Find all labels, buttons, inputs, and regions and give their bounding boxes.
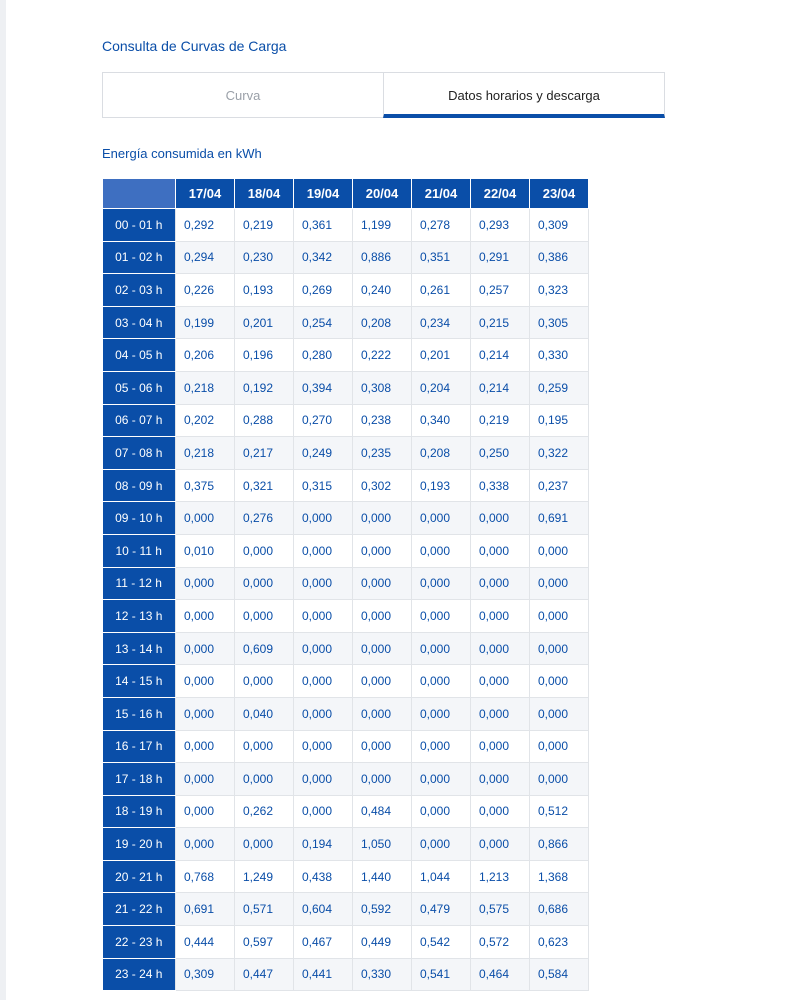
energy-value-cell: 0,250 xyxy=(471,437,530,470)
hour-range-label: 03 - 04 h xyxy=(103,306,176,339)
energy-value-cell: 0,000 xyxy=(412,632,471,665)
energy-value-cell: 0,000 xyxy=(412,502,471,535)
energy-value-cell: 0,386 xyxy=(530,241,589,274)
energy-value-cell: 0,000 xyxy=(412,763,471,796)
energy-value-cell: 0,000 xyxy=(471,665,530,698)
energy-value-cell: 0,447 xyxy=(235,958,294,991)
energy-value-cell: 0,000 xyxy=(176,697,235,730)
hour-range-label: 13 - 14 h xyxy=(103,632,176,665)
energy-value-cell: 0,000 xyxy=(235,828,294,861)
hour-range-label: 14 - 15 h xyxy=(103,665,176,698)
date-column-header: 19/04 xyxy=(294,179,353,209)
energy-value-cell: 0,000 xyxy=(530,567,589,600)
energy-value-cell: 0,000 xyxy=(294,534,353,567)
energy-value-cell: 0,214 xyxy=(471,339,530,372)
hour-range-label: 18 - 19 h xyxy=(103,795,176,828)
energy-value-cell: 0,000 xyxy=(235,534,294,567)
energy-table xyxy=(102,178,589,991)
energy-value-cell: 0,237 xyxy=(530,469,589,502)
energy-value-cell: 0,000 xyxy=(353,730,412,763)
energy-value-cell: 0,194 xyxy=(294,828,353,861)
hour-range-label: 02 - 03 h xyxy=(103,274,176,307)
energy-value-cell: 0,309 xyxy=(530,209,589,242)
energy-value-cell: 0,584 xyxy=(530,958,589,991)
energy-value-cell: 0,323 xyxy=(530,274,589,307)
energy-value-cell: 0,000 xyxy=(294,697,353,730)
energy-value-cell: 0,000 xyxy=(471,600,530,633)
energy-value-cell: 0,249 xyxy=(294,437,353,470)
energy-value-cell: 0,000 xyxy=(471,697,530,730)
energy-unit-label: Energía consumida en kWh xyxy=(102,146,262,161)
hour-range-label: 19 - 20 h xyxy=(103,828,176,861)
energy-value-cell: 0,000 xyxy=(471,534,530,567)
energy-value-cell: 0,571 xyxy=(235,893,294,926)
energy-value-cell: 0,315 xyxy=(294,469,353,502)
energy-value-cell: 0,449 xyxy=(353,926,412,959)
energy-value-cell: 0,293 xyxy=(471,209,530,242)
energy-value-cell: 0,208 xyxy=(412,437,471,470)
energy-value-cell: 0,254 xyxy=(294,306,353,339)
energy-value-cell: 0,000 xyxy=(294,730,353,763)
energy-value-cell: 0,000 xyxy=(412,567,471,600)
energy-value-cell: 0,000 xyxy=(530,600,589,633)
energy-value-cell: 0,202 xyxy=(176,404,235,437)
energy-value-cell: 0,351 xyxy=(412,241,471,274)
energy-value-cell: 0,375 xyxy=(176,469,235,502)
energy-value-cell: 0,000 xyxy=(176,567,235,600)
energy-value-cell: 0,330 xyxy=(353,958,412,991)
energy-value-cell: 0,000 xyxy=(294,795,353,828)
energy-value-cell: 0,000 xyxy=(353,763,412,796)
energy-value-cell: 0,322 xyxy=(530,437,589,470)
hour-range-label: 23 - 24 h xyxy=(103,958,176,991)
energy-value-cell: 0,000 xyxy=(176,665,235,698)
energy-value-cell: 0,000 xyxy=(471,730,530,763)
energy-value-cell: 0,000 xyxy=(353,534,412,567)
energy-value-cell: 0,441 xyxy=(294,958,353,991)
energy-value-cell: 0,000 xyxy=(176,502,235,535)
table-row xyxy=(103,926,589,959)
energy-value-cell: 0,206 xyxy=(176,339,235,372)
energy-value-cell: 0,597 xyxy=(235,926,294,959)
hour-range-label: 09 - 10 h xyxy=(103,502,176,535)
energy-value-cell: 0,208 xyxy=(353,306,412,339)
energy-value-cell: 0,000 xyxy=(530,632,589,665)
energy-value-cell: 0,215 xyxy=(471,306,530,339)
energy-value-cell: 0,219 xyxy=(471,404,530,437)
energy-value-cell: 0,000 xyxy=(235,600,294,633)
energy-value-cell: 0,000 xyxy=(471,828,530,861)
energy-value-cell: 0,193 xyxy=(235,274,294,307)
table-row xyxy=(103,795,589,828)
energy-value-cell: 0,768 xyxy=(176,860,235,893)
energy-value-cell: 0,444 xyxy=(176,926,235,959)
table-row xyxy=(103,828,589,861)
energy-value-cell: 0,000 xyxy=(176,828,235,861)
energy-value-cell: 0,604 xyxy=(294,893,353,926)
energy-value-cell: 0,361 xyxy=(294,209,353,242)
energy-value-cell: 0,000 xyxy=(530,534,589,567)
hour-range-label: 04 - 05 h xyxy=(103,339,176,372)
view-tabs xyxy=(102,72,665,118)
page-title: Consulta de Curvas de Carga xyxy=(102,38,287,54)
energy-value-cell: 0,000 xyxy=(530,665,589,698)
energy-value-cell: 0,193 xyxy=(412,469,471,502)
energy-value-cell: 0,000 xyxy=(235,665,294,698)
energy-value-cell: 0,240 xyxy=(353,274,412,307)
energy-value-cell: 0,000 xyxy=(294,632,353,665)
energy-value-cell: 0,218 xyxy=(176,371,235,404)
energy-value-cell: 0,512 xyxy=(530,795,589,828)
energy-value-cell: 0,000 xyxy=(530,763,589,796)
energy-value-cell: 0,000 xyxy=(412,534,471,567)
energy-value-cell: 0,572 xyxy=(471,926,530,959)
hour-range-label: 05 - 06 h xyxy=(103,371,176,404)
table-row xyxy=(103,632,589,665)
energy-value-cell: 0,886 xyxy=(353,241,412,274)
energy-value-cell: 0,000 xyxy=(530,730,589,763)
energy-value-cell: 0,000 xyxy=(294,502,353,535)
energy-value-cell: 0,686 xyxy=(530,893,589,926)
date-column-header: 18/04 xyxy=(235,179,294,209)
hour-range-label: 11 - 12 h xyxy=(103,567,176,600)
table-row xyxy=(103,567,589,600)
energy-value-cell: 0,000 xyxy=(294,763,353,796)
energy-value-cell: 1,044 xyxy=(412,860,471,893)
energy-value-cell: 0,000 xyxy=(353,502,412,535)
energy-value-cell: 0,464 xyxy=(471,958,530,991)
energy-value-cell: 0,000 xyxy=(412,697,471,730)
energy-value-cell: 0,000 xyxy=(530,697,589,730)
energy-value-cell: 0,000 xyxy=(471,502,530,535)
energy-value-cell: 0,000 xyxy=(294,600,353,633)
energy-value-cell: 0,201 xyxy=(412,339,471,372)
table-row xyxy=(103,958,589,991)
energy-value-cell: 0,330 xyxy=(530,339,589,372)
energy-value-cell: 0,000 xyxy=(353,632,412,665)
energy-value-cell: 0,000 xyxy=(412,730,471,763)
table-row xyxy=(103,860,589,893)
hour-range-label: 00 - 01 h xyxy=(103,209,176,242)
energy-value-cell: 0,257 xyxy=(471,274,530,307)
hour-range-label: 21 - 22 h xyxy=(103,893,176,926)
energy-value-cell: 0,592 xyxy=(353,893,412,926)
hour-range-label: 15 - 16 h xyxy=(103,697,176,730)
energy-value-cell: 0,218 xyxy=(176,437,235,470)
energy-value-cell: 0,575 xyxy=(471,893,530,926)
energy-value-cell: 0,623 xyxy=(530,926,589,959)
energy-value-cell: 0,308 xyxy=(353,371,412,404)
energy-value-cell: 0,192 xyxy=(235,371,294,404)
energy-value-cell: 0,288 xyxy=(235,404,294,437)
energy-value-cell: 0,866 xyxy=(530,828,589,861)
hour-range-label: 16 - 17 h xyxy=(103,730,176,763)
energy-value-cell: 0,261 xyxy=(412,274,471,307)
energy-value-cell: 1,213 xyxy=(471,860,530,893)
hour-range-label: 20 - 21 h xyxy=(103,860,176,893)
energy-value-cell: 0,217 xyxy=(235,437,294,470)
energy-value-cell: 0,691 xyxy=(176,893,235,926)
energy-value-cell: 0,000 xyxy=(412,665,471,698)
energy-value-cell: 0,000 xyxy=(176,600,235,633)
energy-value-cell: 0,214 xyxy=(471,371,530,404)
energy-value-cell: 0,222 xyxy=(353,339,412,372)
energy-value-cell: 0,000 xyxy=(176,632,235,665)
energy-value-cell: 0,000 xyxy=(353,600,412,633)
hour-range-label: 22 - 23 h xyxy=(103,926,176,959)
date-column-header: 23/04 xyxy=(530,179,589,209)
energy-value-cell: 0,000 xyxy=(471,795,530,828)
hour-range-label: 12 - 13 h xyxy=(103,600,176,633)
energy-value-cell: 0,302 xyxy=(353,469,412,502)
energy-value-cell: 1,199 xyxy=(353,209,412,242)
energy-value-cell: 0,000 xyxy=(412,828,471,861)
energy-value-cell: 0,291 xyxy=(471,241,530,274)
energy-value-cell: 0,000 xyxy=(294,665,353,698)
energy-value-cell: 0,235 xyxy=(353,437,412,470)
energy-value-cell: 0,609 xyxy=(235,632,294,665)
energy-value-cell: 0,010 xyxy=(176,534,235,567)
table-row xyxy=(103,339,589,372)
table-row xyxy=(103,534,589,567)
energy-value-cell: 0,276 xyxy=(235,502,294,535)
table-row xyxy=(103,697,589,730)
energy-value-cell: 0,278 xyxy=(412,209,471,242)
table-row xyxy=(103,763,589,796)
energy-value-cell: 0,195 xyxy=(530,404,589,437)
hour-range-label: 17 - 18 h xyxy=(103,763,176,796)
table-row xyxy=(103,404,589,437)
hour-range-label: 01 - 02 h xyxy=(103,241,176,274)
hour-range-label: 10 - 11 h xyxy=(103,534,176,567)
table-row xyxy=(103,209,589,242)
energy-value-cell: 0,321 xyxy=(235,469,294,502)
energy-value-cell: 0,226 xyxy=(176,274,235,307)
date-column-header: 21/04 xyxy=(412,179,471,209)
table-row xyxy=(103,502,589,535)
energy-value-cell: 0,000 xyxy=(412,795,471,828)
energy-value-cell: 0,438 xyxy=(294,860,353,893)
energy-value-cell: 0,467 xyxy=(294,926,353,959)
table-row xyxy=(103,371,589,404)
energy-value-cell: 0,394 xyxy=(294,371,353,404)
energy-value-cell: 0,338 xyxy=(471,469,530,502)
energy-value-cell: 0,484 xyxy=(353,795,412,828)
energy-value-cell: 0,000 xyxy=(176,763,235,796)
energy-value-cell: 0,000 xyxy=(353,697,412,730)
table-row xyxy=(103,600,589,633)
energy-value-cell: 0,479 xyxy=(412,893,471,926)
energy-value-cell: 0,230 xyxy=(235,241,294,274)
energy-value-cell: 0,040 xyxy=(235,697,294,730)
tab-datos-horarios[interactable]: Datos horarios y descarga xyxy=(383,72,665,118)
table-row xyxy=(103,437,589,470)
energy-value-cell: 0,000 xyxy=(235,730,294,763)
energy-value-cell: 1,440 xyxy=(353,860,412,893)
table-row xyxy=(103,665,589,698)
energy-value-cell: 0,259 xyxy=(530,371,589,404)
energy-value-cell: 0,541 xyxy=(412,958,471,991)
energy-value-cell: 0,342 xyxy=(294,241,353,274)
energy-value-cell: 0,000 xyxy=(471,763,530,796)
energy-value-cell: 0,199 xyxy=(176,306,235,339)
table-row xyxy=(103,469,589,502)
energy-value-cell: 0,280 xyxy=(294,339,353,372)
energy-value-cell: 0,234 xyxy=(412,306,471,339)
energy-value-cell: 0,305 xyxy=(530,306,589,339)
tab-curva[interactable]: Curva xyxy=(102,72,383,118)
energy-value-cell: 1,368 xyxy=(530,860,589,893)
energy-value-cell: 0,238 xyxy=(353,404,412,437)
hour-range-label: 08 - 09 h xyxy=(103,469,176,502)
energy-value-cell: 0,000 xyxy=(294,567,353,600)
energy-value-cell: 0,309 xyxy=(176,958,235,991)
energy-value-cell: 0,000 xyxy=(235,567,294,600)
energy-value-cell: 0,262 xyxy=(235,795,294,828)
energy-value-cell: 0,000 xyxy=(353,665,412,698)
energy-value-cell: 0,000 xyxy=(412,600,471,633)
hour-range-label: 07 - 08 h xyxy=(103,437,176,470)
energy-value-cell: 0,294 xyxy=(176,241,235,274)
energy-value-cell: 0,292 xyxy=(176,209,235,242)
table-corner-cell xyxy=(103,179,176,209)
table-row xyxy=(103,730,589,763)
energy-value-cell: 0,340 xyxy=(412,404,471,437)
energy-value-cell: 1,249 xyxy=(235,860,294,893)
energy-value-cell: 0,000 xyxy=(235,763,294,796)
date-column-header: 17/04 xyxy=(176,179,235,209)
energy-value-cell: 0,269 xyxy=(294,274,353,307)
energy-value-cell: 0,204 xyxy=(412,371,471,404)
energy-value-cell: 0,219 xyxy=(235,209,294,242)
hour-range-label: 06 - 07 h xyxy=(103,404,176,437)
energy-value-cell: 0,000 xyxy=(471,567,530,600)
table-row xyxy=(103,241,589,274)
energy-value-cell: 0,691 xyxy=(530,502,589,535)
date-column-header: 20/04 xyxy=(353,179,412,209)
energy-value-cell: 0,542 xyxy=(412,926,471,959)
date-column-header: 22/04 xyxy=(471,179,530,209)
table-row xyxy=(103,306,589,339)
energy-value-cell: 0,000 xyxy=(471,632,530,665)
table-row xyxy=(103,893,589,926)
left-edge-strip xyxy=(0,0,6,1000)
energy-value-cell: 1,050 xyxy=(353,828,412,861)
energy-value-cell: 0,201 xyxy=(235,306,294,339)
energy-value-cell: 0,270 xyxy=(294,404,353,437)
table-row xyxy=(103,274,589,307)
energy-value-cell: 0,000 xyxy=(353,567,412,600)
energy-value-cell: 0,000 xyxy=(176,795,235,828)
energy-value-cell: 0,000 xyxy=(176,730,235,763)
table-body xyxy=(103,209,589,991)
table-header-row xyxy=(103,179,589,209)
energy-value-cell: 0,196 xyxy=(235,339,294,372)
